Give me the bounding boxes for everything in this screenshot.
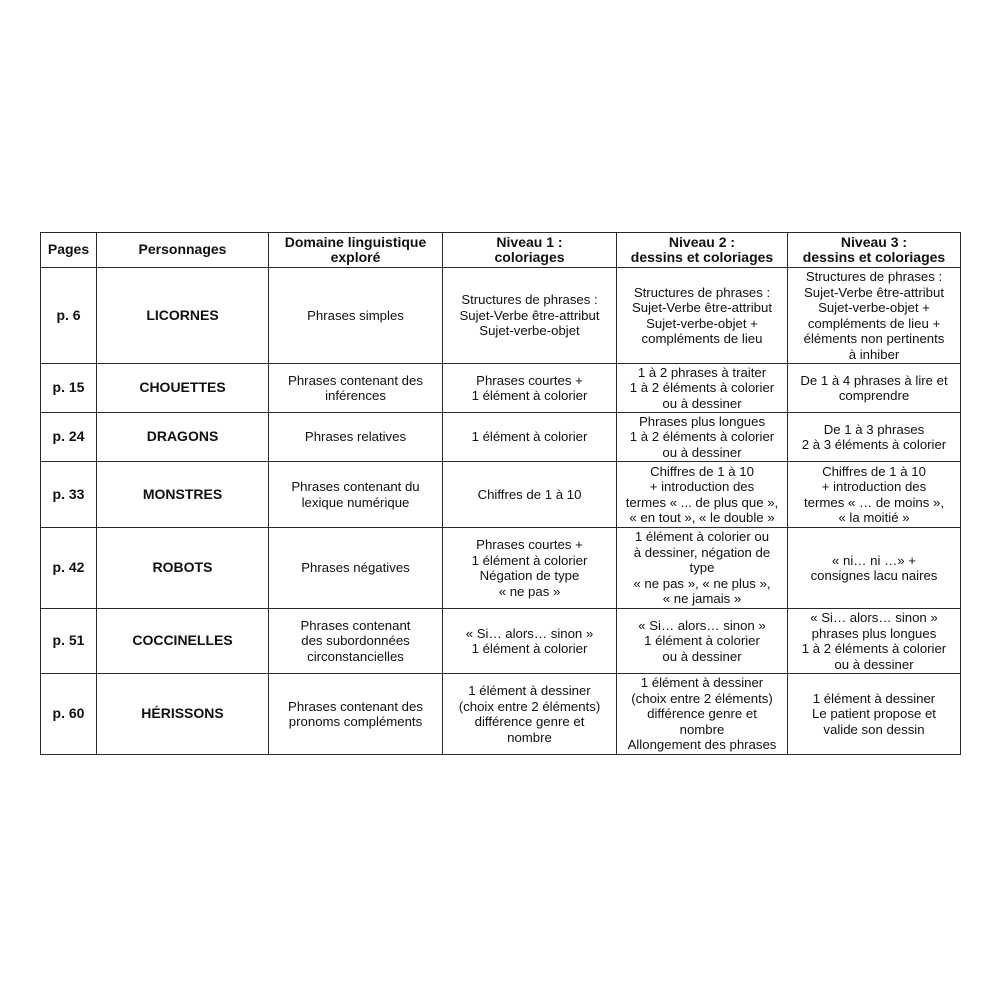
- header-niveau-2: Niveau 2 : dessins et coloriages: [617, 233, 788, 268]
- cell-page: p. 51: [41, 609, 97, 674]
- cell-level-3: 1 élément à dessiner Le patient propose et valide son dessin: [788, 674, 961, 755]
- cell-level-3: Chiffres de 1 à 10 + introduction des termes « … de moins », « la moitié »: [788, 462, 961, 528]
- header-row: [41, 233, 961, 268]
- cell-level-3: Structures de phrases : Sujet-Verbe être-attribut Sujet-verbe-objet + compléments de lieu + éléments non pertinents à inhiber: [788, 268, 961, 364]
- header-personnages: Personnages: [97, 233, 269, 268]
- cell-level-1: Phrases courtes + 1 élément à colorier Négation de type « ne pas »: [443, 528, 617, 609]
- cell-page: p. 15: [41, 364, 97, 413]
- table-row: [41, 364, 961, 413]
- table-row: [41, 528, 961, 609]
- table-row: [41, 268, 961, 364]
- cell-domain: Phrases contenant des inférences: [269, 364, 443, 413]
- cell-level-3: De 1 à 4 phrases à lire et comprendre: [788, 364, 961, 413]
- cell-level-1: 1 élément à dessiner (choix entre 2 éléments) différence genre et nombre: [443, 674, 617, 755]
- cell-domain: Phrases contenant du lexique numérique: [269, 462, 443, 528]
- cell-character: HÉRISSONS: [97, 674, 269, 755]
- cell-level-1: 1 élément à colorier: [443, 413, 617, 462]
- cell-level-1: « Si… alors… sinon » 1 élément à colorier: [443, 609, 617, 674]
- cell-character: DRAGONS: [97, 413, 269, 462]
- header-niveau-3: Niveau 3 : dessins et coloriages: [788, 233, 961, 268]
- cell-domain: Phrases simples: [269, 268, 443, 364]
- cell-level-2: Chiffres de 1 à 10 + introduction des termes « ... de plus que », « en tout », « le double »: [617, 462, 788, 528]
- table-row: [41, 674, 961, 755]
- cell-page: p. 24: [41, 413, 97, 462]
- cell-character: COCCINELLES: [97, 609, 269, 674]
- cell-level-3: De 1 à 3 phrases 2 à 3 éléments à colorier: [788, 413, 961, 462]
- table-row: [41, 609, 961, 674]
- cell-level-2: « Si… alors… sinon » 1 élément à colorier ou à dessiner: [617, 609, 788, 674]
- cell-level-1: Chiffres de 1 à 10: [443, 462, 617, 528]
- table-row: [41, 462, 961, 528]
- header-domaine: Domaine linguistique exploré: [269, 233, 443, 268]
- table-row: [41, 413, 961, 462]
- cell-domain: Phrases contenant des pronoms compléments: [269, 674, 443, 755]
- cell-level-2: 1 élément à dessiner (choix entre 2 éléments) différence genre et nombre Allongement des phrases: [617, 674, 788, 755]
- cell-level-1: Phrases courtes + 1 élément à colorier: [443, 364, 617, 413]
- cell-domain: Phrases négatives: [269, 528, 443, 609]
- cell-character: ROBOTS: [97, 528, 269, 609]
- program-table: [40, 232, 961, 755]
- header-pages: Pages: [41, 233, 97, 268]
- cell-level-3: « ni… ni …» + consignes lacu naires: [788, 528, 961, 609]
- cell-character: CHOUETTES: [97, 364, 269, 413]
- cell-level-1: Structures de phrases : Sujet-Verbe être-attribut Sujet-verbe-objet: [443, 268, 617, 364]
- cell-character: MONSTRES: [97, 462, 269, 528]
- cell-character: LICORNES: [97, 268, 269, 364]
- cell-page: p. 60: [41, 674, 97, 755]
- header-niveau-1: Niveau 1 : coloriages: [443, 233, 617, 268]
- cell-page: p. 42: [41, 528, 97, 609]
- cell-domain: Phrases relatives: [269, 413, 443, 462]
- cell-level-3: « Si… alors… sinon » phrases plus longues 1 à 2 éléments à colorier ou à dessiner: [788, 609, 961, 674]
- cell-domain: Phrases contenant des subordonnées circonstancielles: [269, 609, 443, 674]
- cell-level-2: 1 à 2 phrases à traiter 1 à 2 éléments à colorier ou à dessiner: [617, 364, 788, 413]
- cell-level-2: Structures de phrases : Sujet-Verbe être-attribut Sujet-verbe-objet + compléments de lieu: [617, 268, 788, 364]
- cell-level-2: Phrases plus longues 1 à 2 éléments à colorier ou à dessiner: [617, 413, 788, 462]
- cell-page: p. 6: [41, 268, 97, 364]
- cell-level-2: 1 élément à colorier ou à dessiner, négation de type « ne pas », « ne plus », « ne jamais »: [617, 528, 788, 609]
- cell-page: p. 33: [41, 462, 97, 528]
